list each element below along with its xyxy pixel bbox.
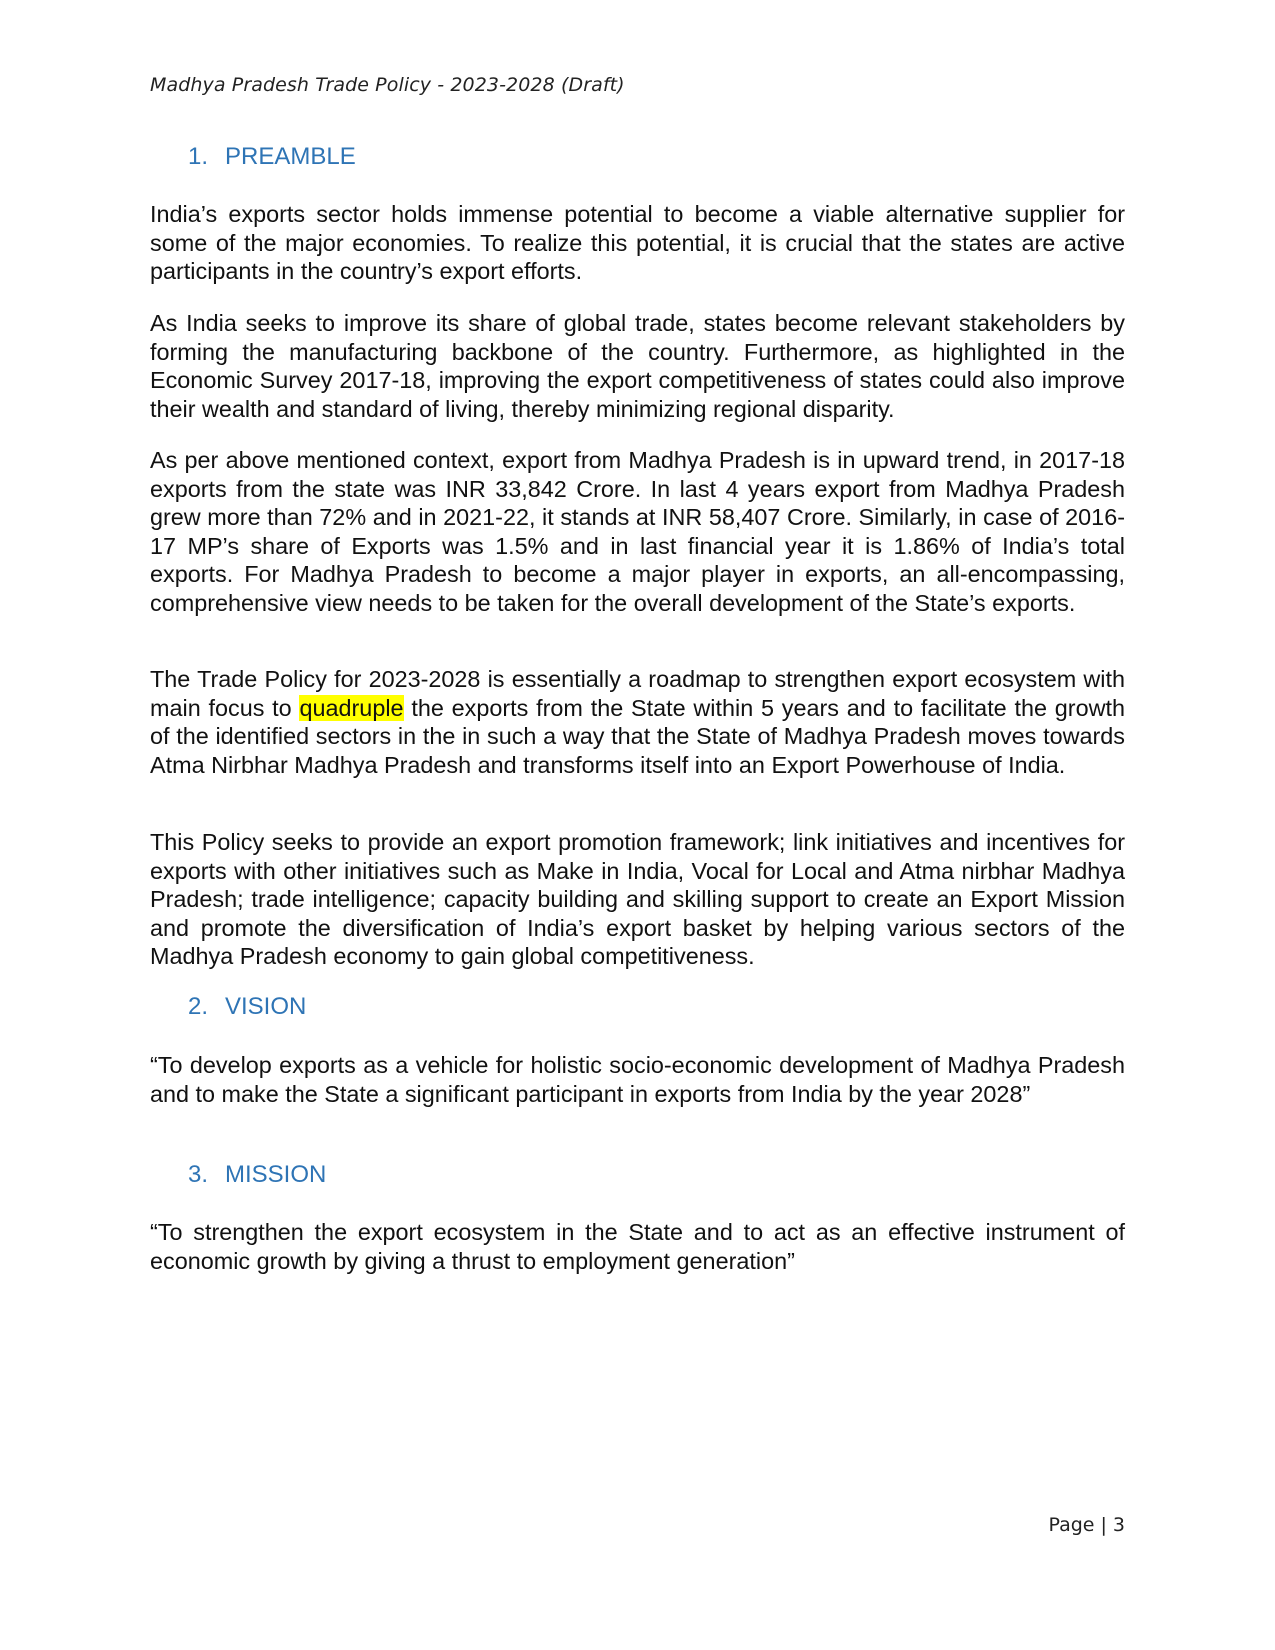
paragraph-text: the exports from the State within 5 years and to facilitate the growth of the identified sectors in the in such a way that the State of Madhya Pradesh moves towards Atma Nirbhar Madhya Pradesh and transforms itself into an Export Powerhouse of India. <box>150 694 1125 778</box>
preamble-paragraph-1: India’s exports sector holds immense potential to become a viable alternative supplier for some of the major economies. To realize this potential, it is crucial that the states are active participants in the country’s export efforts. <box>150 201 1125 285</box>
preamble-paragraph-2: As India seeks to improve its share of global trade, states become relevant stakeholders by forming the manufacturing backbone of the country. Furthermore, as highlighted in the Economic Survey 2017-18, improving the export competitiveness of states could also improve their wealth and standard of living, thereby minimizing regional disparity. <box>150 310 1125 422</box>
section-title: VISION <box>225 993 307 1020</box>
page-separator: | <box>1100 1514 1107 1536</box>
page-number: 3 <box>1112 1514 1125 1536</box>
section-number: 1. <box>188 143 209 170</box>
section-heading-vision <box>188 993 306 1021</box>
section-heading-preamble <box>188 143 356 171</box>
preamble-paragraph-4 <box>150 665 1125 779</box>
highlighted-word: quadruple <box>299 694 404 721</box>
section-title: PREAMBLE <box>225 143 356 170</box>
page-label: Page <box>1048 1514 1095 1536</box>
section-number: 3. <box>188 1161 209 1188</box>
section-heading-mission <box>188 1161 326 1189</box>
mission-statement: “To strengthen the export ecosystem in the State and to act as an effective instrument of economic growth by giving a thrust to employment generation” <box>150 1219 1125 1274</box>
running-header: Madhya Pradesh Trade Policy - 2023-2028 (Draft) <box>150 74 625 96</box>
section-number: 2. <box>188 993 209 1020</box>
preamble-paragraph-5: This Policy seeks to provide an export promotion framework; link initiatives and incentives for exports with other initiatives such as Make in India, Vocal for Local and Atma nirbhar Madhya Pradesh; trade intelligence; capacity building and skilling support to create an Export Mission and promote the diversification of India’s export basket by helping various sectors of the Madhya Pradesh economy to gain global competitiveness. <box>150 829 1125 970</box>
section-title: MISSION <box>225 1161 327 1188</box>
page-footer <box>1049 1514 1126 1536</box>
paragraph-text: The Trade Policy for 2023-2028 is essentially a roadmap to strengthen export ecosystem with main focus to <box>150 666 1125 721</box>
preamble-paragraph-3: As per above mentioned context, export from Madhya Pradesh is in upward trend, in 2017-18 exports from the state was INR 33,842 Crore. In last 4 years export from Madhya Pradesh grew more than 72% and in 2021-22, it stands at INR 58,407 Crore. Similarly, in case of 2016-17 MP’s share of Exports was 1.5% and in last financial year it is 1.86% of India’s total exports. For Madhya Pradesh to become a major player in exports, an all-encompassing, comprehensive view needs to be taken for the overall development of the State’s exports. <box>150 447 1125 616</box>
vision-statement: “To develop exports as a vehicle for holistic socio-economic development of Madhya Pradesh and to make the State a significant participant in exports from India by the year 2028” <box>150 1052 1125 1107</box>
